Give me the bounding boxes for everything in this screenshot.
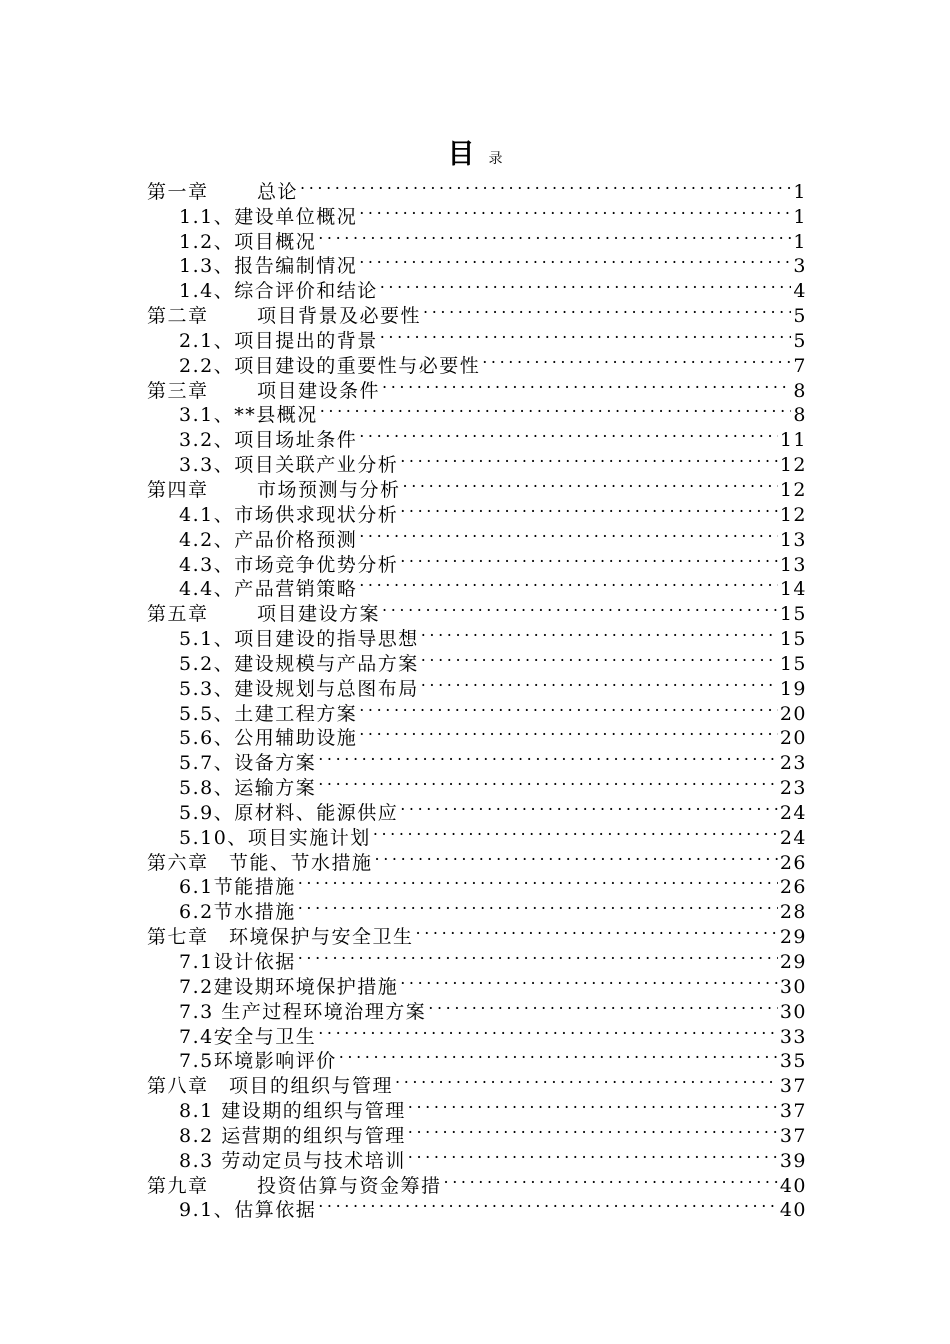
toc-leader-dots [373, 819, 778, 844]
toc-leader-dots [359, 720, 778, 745]
toc-entry-page-number: 13 [779, 528, 807, 551]
toc-entry-page-number: 37 [779, 1100, 807, 1123]
toc-entry-page-number: 39 [779, 1149, 807, 1172]
toc-title [0, 132, 950, 171]
toc-entry-page-number: 13 [779, 553, 807, 576]
toc-leader-dots [382, 372, 791, 397]
toc-entry-label: 1.1、建设单位概况 [179, 205, 358, 228]
toc-leader-dots [395, 1067, 778, 1092]
toc-entry-label: 5.7、设备方案 [179, 752, 317, 775]
toc-entry-label: 3.2、项目场址条件 [179, 429, 358, 452]
toc-entry-page-number: 23 [779, 777, 807, 800]
toc-entry-label: 5.10、项目实施计划 [179, 826, 371, 849]
toc-entry-page-number: 7 [793, 354, 807, 377]
toc-leader-dots [400, 794, 778, 819]
toc-entry-label: 4.4、产品营销策略 [179, 578, 358, 601]
toc-entry-page-number: 30 [779, 1000, 807, 1023]
toc-leader-dots [359, 521, 778, 546]
toc-entry-label: 5.2、建设规模与产品方案 [179, 652, 419, 675]
toc-entry-page-number: 24 [779, 801, 807, 824]
toc-leader-dots [380, 272, 792, 297]
toc-entry-page-number: 8 [793, 404, 807, 427]
toc-entry-page-number: 12 [779, 478, 807, 501]
toc-entry-label: 5.3、建设规划与总图布局 [179, 677, 419, 700]
toc-entry-label: 4.2、产品价格预测 [179, 528, 358, 551]
toc-leader-dots [416, 918, 778, 943]
toc-entry-page-number: 15 [779, 603, 807, 626]
toc-entry-label: 1.4、综合评价和结论 [179, 280, 378, 303]
table-of-contents [147, 173, 807, 1222]
toc-entry-label: 5.9、原材料、能源供应 [179, 801, 399, 824]
toc-leader-dots [482, 347, 791, 372]
toc-entry-page-number: 11 [779, 429, 807, 452]
toc-entry-label: 7.1设计依据 [179, 951, 296, 973]
toc-leader-dots [318, 744, 778, 769]
toc-entry-label: 7.4安全与卫生 [179, 1025, 317, 1048]
toc-entry-page-number: 12 [779, 454, 807, 477]
toc-entry-label: 8.2 运营期的组织与管理 [179, 1124, 406, 1147]
toc-title-main: 目 [447, 139, 475, 170]
toc-entry-page-number: 33 [779, 1025, 807, 1048]
toc-entry-page-number: 3 [793, 255, 807, 278]
toc-entry-page-number: 5 [793, 329, 807, 352]
toc-entry-label: 第二章 项目背景及必要性 [147, 305, 422, 328]
toc-entry-page-number: 40 [779, 1199, 807, 1222]
toc-leader-dots [382, 595, 778, 620]
toc-leader-dots [444, 1167, 778, 1192]
toc-entry-page-number: 35 [779, 1050, 807, 1073]
toc-entry-page-number: 14 [779, 578, 807, 601]
toc-entry-label: 1.3、报告编制情况 [179, 255, 358, 278]
toc-entry-page-number: 40 [779, 1174, 807, 1197]
toc-leader-dots [428, 993, 778, 1018]
toc-leader-dots [320, 397, 792, 422]
toc-leader-dots [318, 769, 778, 794]
toc-entry-label: 第八章 项目的组织与管理 [147, 1075, 394, 1098]
toc-entry-label: 8.3 劳动定员与技术培训 [179, 1149, 406, 1172]
toc-entry-label: 7.2建设期环境保护措施 [179, 975, 399, 998]
toc-entry-label: 5.1、项目建设的指导思想 [179, 628, 419, 651]
toc-entry-label: 第五章 项目建设方案 [147, 603, 381, 626]
toc-title-sub: 录 [488, 151, 503, 167]
toc-entry-page-number: 20 [779, 727, 807, 750]
toc-entry-label: 第四章 市场预测与分析 [147, 478, 401, 501]
toc-leader-dots [421, 620, 778, 645]
toc-entry-page-number: 26 [779, 876, 807, 899]
toc-leader-dots [408, 1092, 778, 1117]
toc-leader-dots [359, 421, 778, 446]
toc-entry-page-number: 20 [779, 702, 807, 725]
toc-entry-label: 第六章 节能、节水措施 [147, 851, 373, 874]
toc-leader-dots [421, 670, 778, 695]
toc-leader-dots [318, 1018, 778, 1043]
toc-entry-page-number: 15 [779, 628, 807, 651]
toc-leader-dots [423, 297, 791, 322]
toc-entry-page-number: 1 [793, 230, 807, 253]
toc-entry-label: 4.1、市场供求现状分析 [179, 503, 399, 526]
toc-entry-label: 第九章 投资估算与资金筹措 [147, 1174, 442, 1197]
toc-entry-label: 第七章 环境保护与安全卫生 [147, 926, 414, 949]
toc-entry-page-number: 29 [779, 951, 807, 973]
toc-entry-label: 7.5环境影响评价 [179, 1050, 337, 1073]
toc-leader-dots [408, 1117, 778, 1142]
toc-leader-dots [298, 869, 778, 894]
toc-entry-page-number: 19 [779, 677, 807, 700]
toc-leader-dots [400, 496, 778, 521]
toc-entry-label: 第三章 项目建设条件 [147, 379, 381, 402]
toc-leader-dots [359, 571, 778, 596]
toc-entry-page-number: 4 [793, 280, 807, 303]
toc-chapter-entry[interactable] [147, 173, 807, 203]
toc-entry-label: 2.1、项目提出的背景 [179, 329, 378, 352]
toc-entry-page-number: 12 [779, 503, 807, 526]
toc-entry-page-number: 29 [779, 926, 807, 949]
toc-entry-page-number: 1 [793, 205, 807, 228]
toc-entry-label: 6.2节水措施 [179, 901, 296, 924]
toc-leader-dots [359, 695, 778, 720]
toc-entry-page-number: 23 [779, 752, 807, 775]
toc-leader-dots [408, 1142, 778, 1167]
toc-entry-label: 第一章 总论 [147, 180, 299, 203]
toc-leader-dots [400, 546, 778, 571]
toc-entry-label: 5.6、公用辅助设施 [179, 727, 358, 750]
toc-leader-dots [318, 223, 791, 248]
toc-entry-label: 4.3、市场竞争优势分析 [179, 553, 399, 576]
toc-entry-label: 2.2、项目建设的重要性与必要性 [179, 354, 481, 377]
toc-entry-page-number: 26 [779, 851, 807, 874]
toc-leader-dots [400, 446, 778, 471]
toc-entry-page-number: 5 [793, 305, 807, 328]
toc-leader-dots [380, 322, 792, 347]
toc-entry-label: 1.2、项目概况 [179, 230, 317, 253]
toc-leader-dots [375, 844, 778, 869]
toc-entry-label: 7.3 生产过程环境治理方案 [179, 1000, 427, 1023]
toc-entry-page-number: 1 [793, 180, 807, 203]
toc-leader-dots [359, 198, 791, 223]
toc-entry-label: 5.8、运输方案 [179, 777, 317, 800]
toc-entry-label: 8.1 建设期的组织与管理 [179, 1100, 406, 1123]
toc-entry-label: 6.1节能措施 [179, 876, 296, 899]
toc-leader-dots [403, 471, 778, 496]
toc-entry-page-number: 30 [779, 975, 807, 998]
toc-entry-label: 9.1、估算依据 [179, 1199, 317, 1222]
toc-leader-dots [400, 968, 778, 993]
toc-entry-label: 3.1、**县概况 [179, 404, 318, 427]
toc-entry-page-number: 24 [779, 826, 807, 849]
toc-leader-dots [339, 1043, 778, 1068]
toc-entry-label: 5.5、土建工程方案 [179, 702, 358, 725]
toc-entry-page-number: 37 [779, 1075, 807, 1098]
toc-leader-dots [298, 943, 778, 968]
toc-entry-label: 3.3、项目关联产业分析 [179, 454, 399, 477]
toc-leader-dots [421, 645, 778, 670]
toc-leader-dots [318, 1192, 778, 1217]
toc-entry-page-number: 8 [793, 379, 807, 402]
toc-leader-dots [300, 173, 791, 198]
toc-entry-page-number: 15 [779, 652, 807, 675]
toc-leader-dots [298, 893, 778, 918]
toc-entry-page-number: 28 [779, 901, 807, 924]
toc-leader-dots [359, 248, 791, 273]
toc-entry-page-number: 37 [779, 1124, 807, 1147]
